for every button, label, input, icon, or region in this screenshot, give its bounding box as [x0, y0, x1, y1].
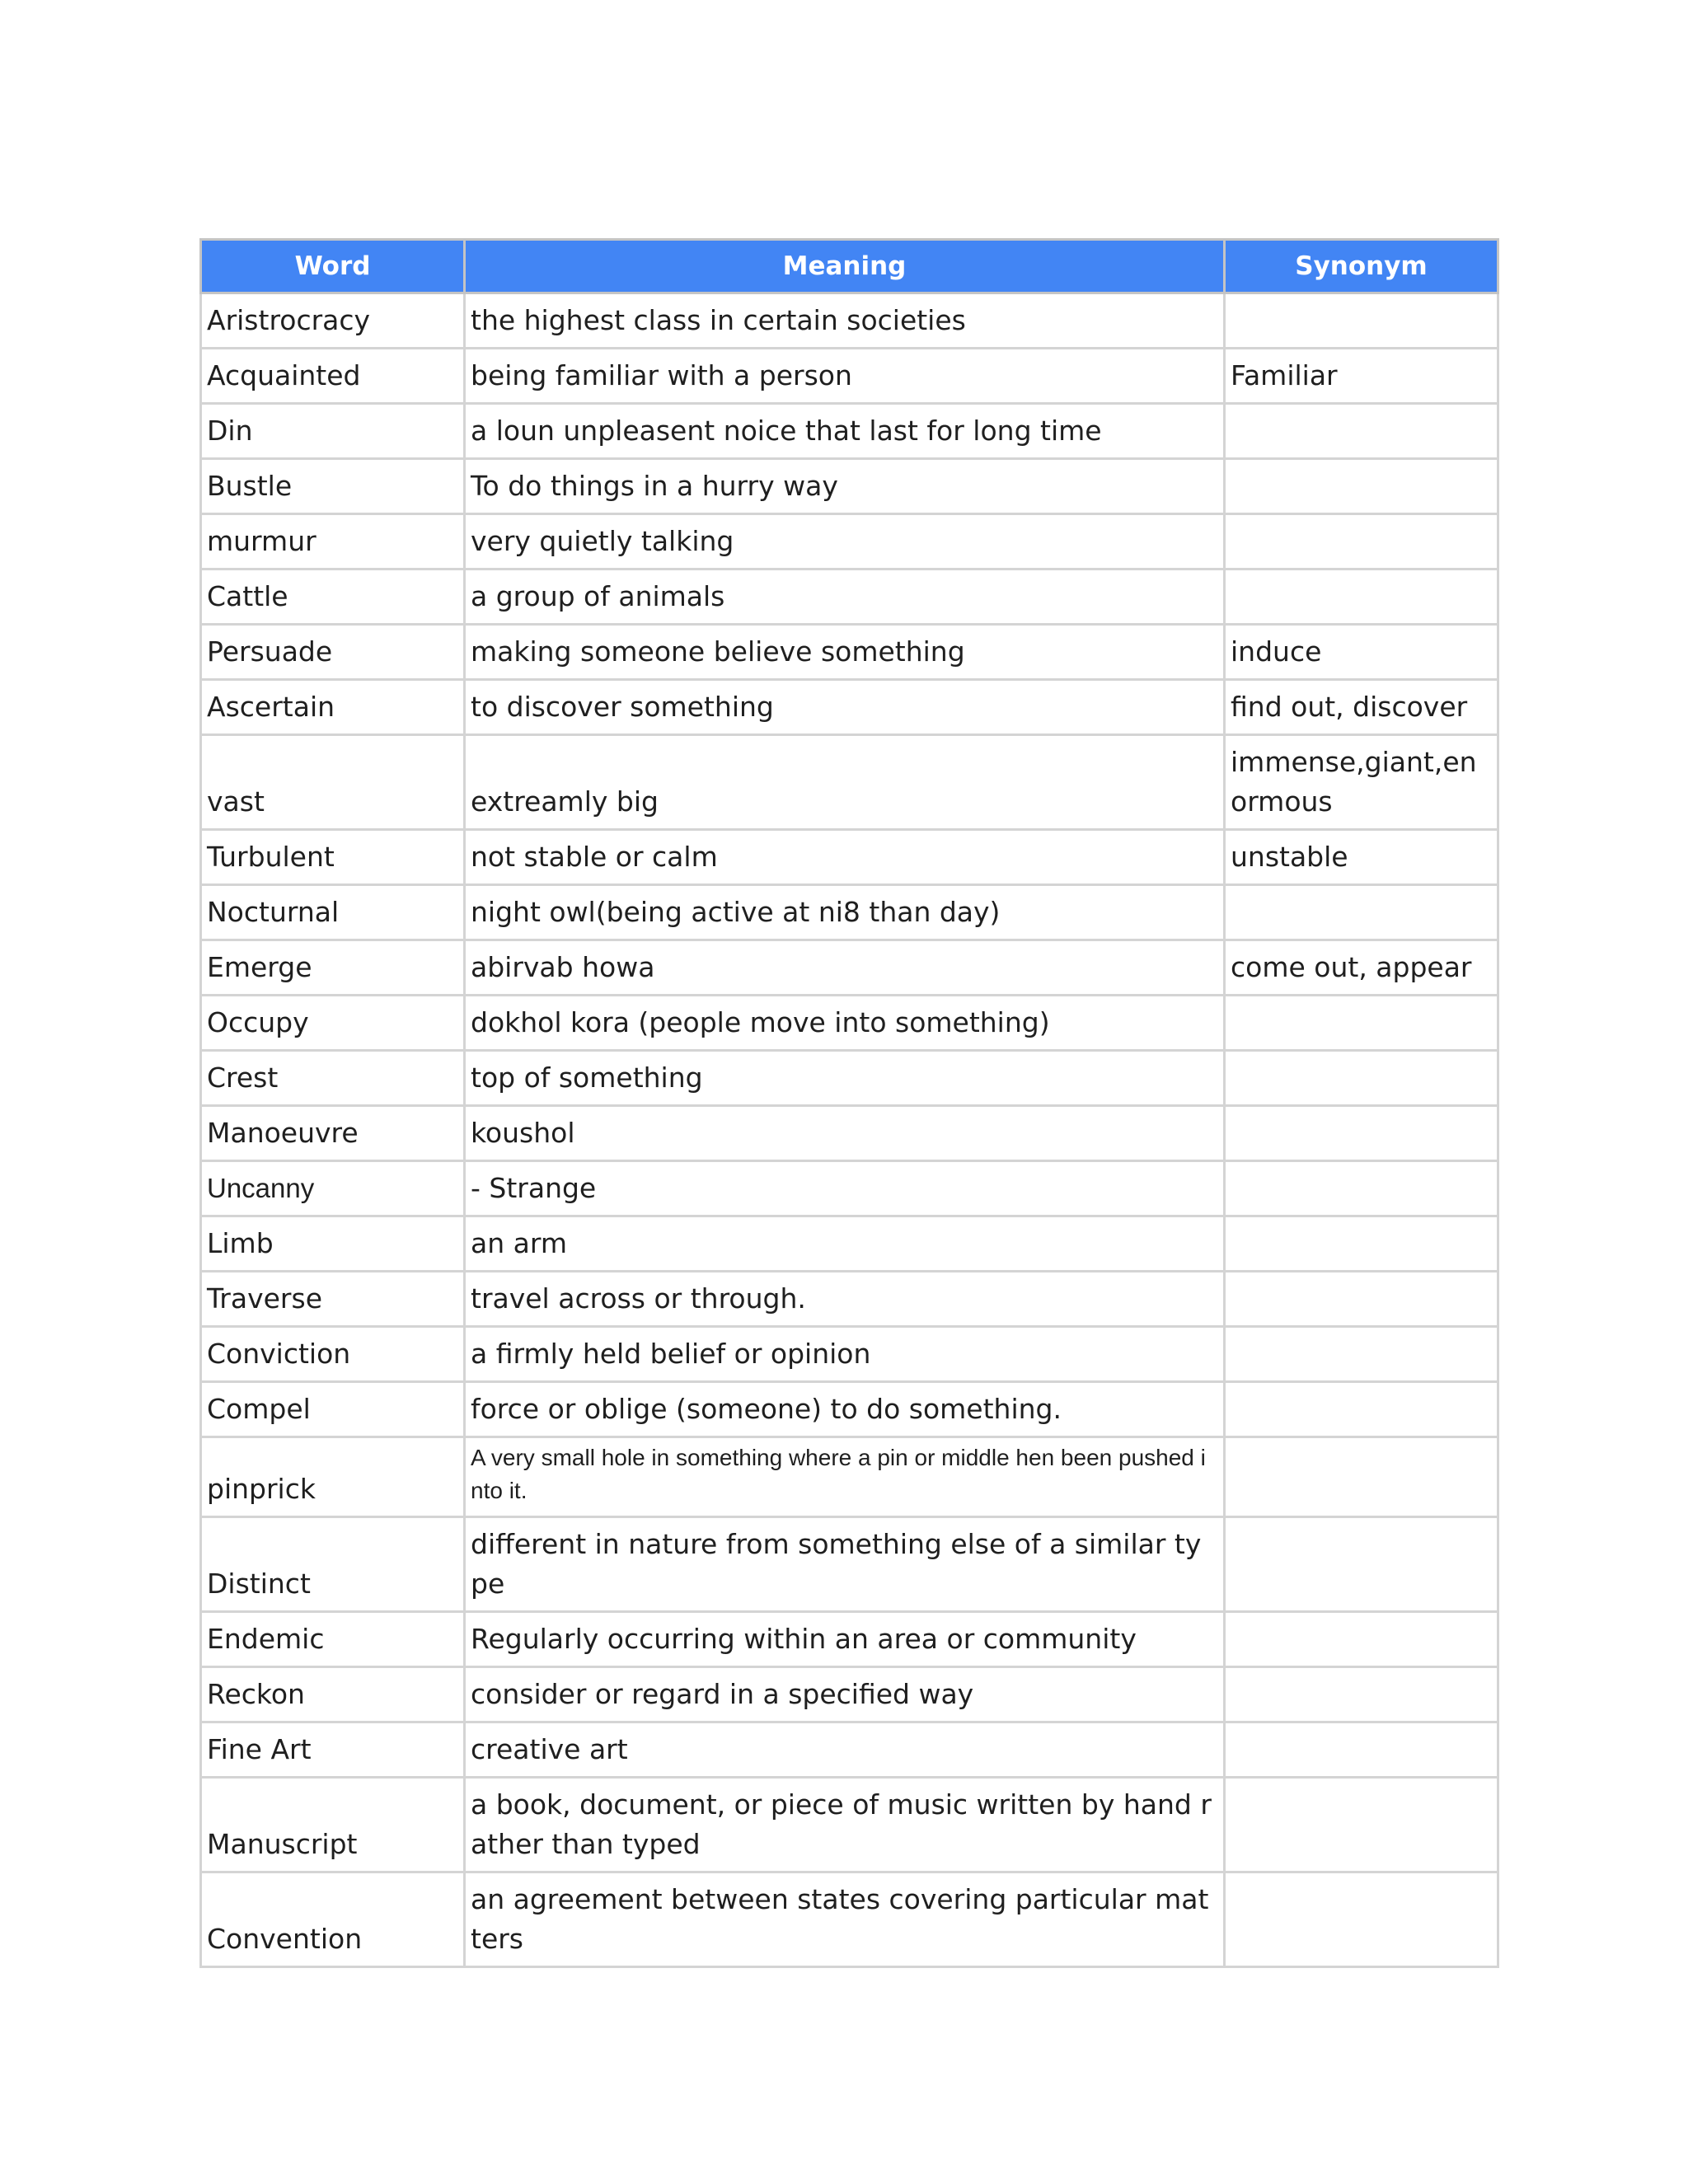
- word-cell: Manuscript: [201, 1778, 465, 1872]
- synonym-cell: [1225, 1106, 1498, 1161]
- header-synonym: Synonym: [1225, 240, 1498, 293]
- table-row: [201, 1216, 1498, 1272]
- meaning-cell: to discover something: [465, 680, 1225, 735]
- meaning-cell: an agreement between states covering particular matters: [465, 1872, 1225, 1967]
- synonym-cell: [1225, 1722, 1498, 1778]
- synonym-cell: [1225, 996, 1498, 1051]
- table-row: [201, 680, 1498, 735]
- meaning-cell: creative art: [465, 1722, 1225, 1778]
- table-row: [201, 1778, 1498, 1872]
- table-row: [201, 996, 1498, 1051]
- word-cell: Acquainted: [201, 349, 465, 404]
- table-row: [201, 940, 1498, 996]
- word-cell: Ascertain: [201, 680, 465, 735]
- word-cell: Convention: [201, 1872, 465, 1967]
- synonym-cell: [1225, 293, 1498, 349]
- synonym-cell: [1225, 404, 1498, 459]
- word-cell: Bustle: [201, 459, 465, 514]
- table-row: [201, 1272, 1498, 1327]
- table-row: [201, 625, 1498, 680]
- synonym-cell: [1225, 514, 1498, 569]
- synonym-cell: immense,giant,enormous: [1225, 735, 1498, 830]
- synonym-cell: [1225, 1517, 1498, 1612]
- table-row: [201, 1051, 1498, 1106]
- table-row: [201, 1872, 1498, 1967]
- table-row: [201, 1382, 1498, 1437]
- word-cell: Turbulent: [201, 830, 465, 885]
- meaning-cell: being familiar with a person: [465, 349, 1225, 404]
- meaning-cell: Regularly occurring within an area or community: [465, 1612, 1225, 1667]
- synonym-cell: [1225, 1051, 1498, 1106]
- word-cell: Crest: [201, 1051, 465, 1106]
- meaning-cell: travel across or through.: [465, 1272, 1225, 1327]
- synonym-cell: Familiar: [1225, 349, 1498, 404]
- synonym-cell: [1225, 885, 1498, 940]
- word-cell: Conviction: [201, 1327, 465, 1382]
- word-cell: Traverse: [201, 1272, 465, 1327]
- table-row: [201, 293, 1498, 349]
- meaning-cell: top of something: [465, 1051, 1225, 1106]
- header-word: Word: [201, 240, 465, 293]
- word-cell: Reckon: [201, 1667, 465, 1722]
- word-cell: Persuade: [201, 625, 465, 680]
- table-row: [201, 1106, 1498, 1161]
- table-row: [201, 1161, 1498, 1216]
- table-row: [201, 514, 1498, 569]
- meaning-cell: a book, document, or piece of music written by hand rather than typed: [465, 1778, 1225, 1872]
- table-row: [201, 830, 1498, 885]
- meaning-cell: a group of animals: [465, 569, 1225, 625]
- word-cell: Uncanny: [201, 1161, 465, 1216]
- synonym-cell: [1225, 1382, 1498, 1437]
- synonym-cell: [1225, 1667, 1498, 1722]
- word-cell: Fine Art: [201, 1722, 465, 1778]
- word-cell: Aristrocracy: [201, 293, 465, 349]
- word-cell: Endemic: [201, 1612, 465, 1667]
- table-row: [201, 404, 1498, 459]
- meaning-cell: koushol: [465, 1106, 1225, 1161]
- meaning-cell: force or oblige (someone) to do something.: [465, 1382, 1225, 1437]
- word-cell: Cattle: [201, 569, 465, 625]
- meaning-cell: making someone believe something: [465, 625, 1225, 680]
- meaning-cell: A very small hole in something where a pin or middle hen been pushed into it.: [465, 1437, 1225, 1517]
- synonym-cell: [1225, 1437, 1498, 1517]
- meaning-cell: extreamly big: [465, 735, 1225, 830]
- word-cell: vast: [201, 735, 465, 830]
- meaning-cell: dokhol kora (people move into something): [465, 996, 1225, 1051]
- table-row: [201, 1517, 1498, 1612]
- table-row: [201, 1437, 1498, 1517]
- synonym-cell: [1225, 1272, 1498, 1327]
- table-row: [201, 735, 1498, 830]
- synonym-cell: find out, discover: [1225, 680, 1498, 735]
- word-cell: Emerge: [201, 940, 465, 996]
- meaning-cell: a firmly held belief or opinion: [465, 1327, 1225, 1382]
- synonym-cell: [1225, 459, 1498, 514]
- table-row: [201, 349, 1498, 404]
- synonym-cell: [1225, 1161, 1498, 1216]
- meaning-cell: To do things in a hurry way: [465, 459, 1225, 514]
- header-row: [201, 240, 1498, 293]
- meaning-cell: the highest class in certain societies: [465, 293, 1225, 349]
- word-cell: Occupy: [201, 996, 465, 1051]
- header-meaning: Meaning: [465, 240, 1225, 293]
- synonym-cell: unstable: [1225, 830, 1498, 885]
- table-row: [201, 459, 1498, 514]
- synonym-cell: induce: [1225, 625, 1498, 680]
- synonym-cell: come out, appear: [1225, 940, 1498, 996]
- meaning-cell: very quietly talking: [465, 514, 1225, 569]
- table-row: [201, 1612, 1498, 1667]
- table-row: [201, 885, 1498, 940]
- word-cell: Distinct: [201, 1517, 465, 1612]
- vocabulary-table: [199, 238, 1499, 1968]
- word-cell: pinprick: [201, 1437, 465, 1517]
- synonym-cell: [1225, 1872, 1498, 1967]
- synonym-cell: [1225, 569, 1498, 625]
- word-cell: murmur: [201, 514, 465, 569]
- word-cell: Manoeuvre: [201, 1106, 465, 1161]
- meaning-cell: different in nature from something else of a similar type: [465, 1517, 1225, 1612]
- word-cell: Limb: [201, 1216, 465, 1272]
- table-row: [201, 1722, 1498, 1778]
- meaning-cell: not stable or calm: [465, 830, 1225, 885]
- word-cell: Compel: [201, 1382, 465, 1437]
- table-row: [201, 1667, 1498, 1722]
- word-cell: Din: [201, 404, 465, 459]
- table-row: [201, 1327, 1498, 1382]
- meaning-cell: night owl(being active at ni8 than day): [465, 885, 1225, 940]
- synonym-cell: [1225, 1327, 1498, 1382]
- meaning-cell: abirvab howa: [465, 940, 1225, 996]
- meaning-cell: an arm: [465, 1216, 1225, 1272]
- synonym-cell: [1225, 1216, 1498, 1272]
- word-cell: Nocturnal: [201, 885, 465, 940]
- synonym-cell: [1225, 1612, 1498, 1667]
- meaning-cell: a loun unpleasent noice that last for long time: [465, 404, 1225, 459]
- synonym-cell: [1225, 1778, 1498, 1872]
- meaning-cell: consider or regard in a specified way: [465, 1667, 1225, 1722]
- table-row: [201, 569, 1498, 625]
- meaning-cell: - Strange: [465, 1161, 1225, 1216]
